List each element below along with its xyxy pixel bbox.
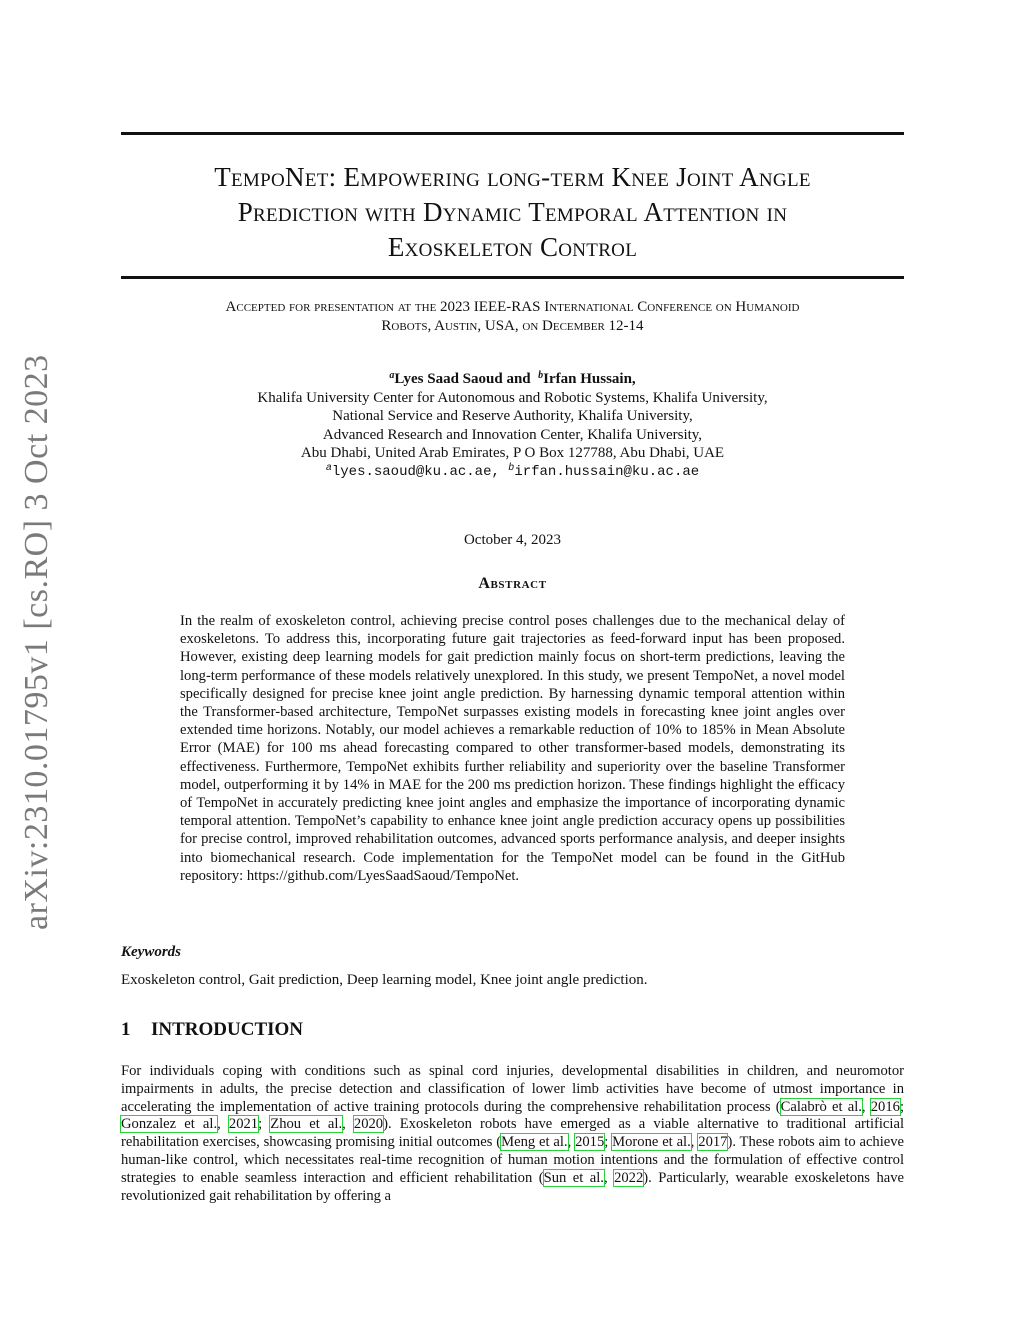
author1-email[interactable]: lyes.saoud@ku.ac.ae, (331, 463, 500, 480)
citation-link[interactable]: 2017 (698, 1134, 728, 1151)
citation-link[interactable]: Calabrò et al. (780, 1098, 862, 1115)
citation-link[interactable]: 2015 (575, 1134, 605, 1151)
citation-separator: , (603, 1169, 615, 1186)
paper-date: October 4, 2023 (463, 532, 562, 548)
intro-text: For individuals coping with conditions such as spinal cord injuries, developmental disabilities in children, and neuromotor impairments in adults, the precise detection and classification of lower limb activities have become of utmost importance in accelerating the implementation of active training protocols during the comprehensive rehabilitation process ( (121, 1063, 904, 1115)
citation-separator: , (690, 1134, 699, 1151)
title-line: Exoskeleton Control (387, 232, 638, 262)
citation-separator: ; (258, 1116, 271, 1133)
keywords-heading: Keywords (121, 944, 181, 960)
title-bottom-rule (121, 276, 904, 279)
acceptance-line: Accepted for presentation at the 2023 IEEE-RAS International Conference on Humanoid (225, 299, 800, 315)
citation-link[interactable]: Morone et al. (612, 1134, 691, 1151)
intro-text: ). These robots aim to achieve human-like control, which necessitates real-time recognition of human motion intentions and the formulation of effective control strategies to enable seamless interaction and efficient rehabilitation ( (121, 1134, 905, 1186)
citation-separator: , (567, 1134, 576, 1151)
affiliation-line: Advanced Research and Innovation Center, Khalifa University, (322, 426, 703, 443)
citation-link[interactable]: 2021 (228, 1116, 259, 1133)
citation-separator: , (861, 1098, 871, 1115)
citation-link[interactable]: Sun et al. (543, 1169, 604, 1186)
author1-superscript: a (389, 370, 395, 381)
keywords-list: Exoskeleton control, Gait prediction, Deep learning model, Knee joint angle prediction. (121, 972, 648, 988)
email2-superscript: b (508, 462, 515, 474)
section-heading-introduction (121, 1019, 303, 1041)
citation-separator: ; (604, 1134, 613, 1151)
acceptance-line: Robots, Austin, USA, on December 12-14 (381, 318, 644, 334)
citation-separator: , (217, 1116, 229, 1133)
introduction-paragraph (121, 1063, 904, 1205)
paper-title (121, 160, 904, 265)
author-emails (121, 463, 904, 482)
arxiv-identifier-stamp: arXiv:2310.01795v1 [cs.RO] 3 Oct 2023 (18, 354, 55, 930)
intro-text: ). Particularly, wearable exoskeletons have revolutionized gait rehabilitation by offering a (121, 1169, 904, 1204)
citation-link[interactable]: 2016 (870, 1098, 900, 1115)
author-block (121, 370, 904, 481)
author1-name: Lyes Saad Saoud (394, 371, 503, 387)
affiliation-line: Khalifa University Center for Autonomous and Robotic Systems, Khalifa University, (257, 389, 768, 406)
title-line: Prediction with Dynamic Temporal Attention in (237, 197, 788, 227)
affiliation-line: Abu Dhabi, United Arab Emirates, P O Box 127788, Abu Dhabi, UAE (300, 445, 725, 461)
author-conjunction: and (506, 371, 531, 387)
citation-link[interactable]: Meng et al. (501, 1134, 568, 1151)
citation-separator: ; (899, 1098, 904, 1115)
author2-email[interactable]: irfan.hussain@ku.ac.ae (514, 463, 700, 480)
intro-text: ). Exoskeleton robots have emerged as a viable alternative to traditional artificial rehabilitation exercises, showcasing promising initial outcomes ( (121, 1116, 904, 1151)
affiliation-line: National Service and Reserve Authority, Khalifa University, (332, 408, 693, 424)
section-number: 1 (121, 1019, 131, 1040)
citation-link[interactable]: 2022 (614, 1169, 644, 1186)
acceptance-note (121, 298, 904, 336)
citation-link[interactable]: Zhou et al. (270, 1116, 343, 1133)
abstract-heading: Abstract (478, 575, 547, 592)
citation-separator: , (342, 1116, 354, 1133)
email1-superscript: a (325, 462, 332, 474)
title-line: TempoNet: Empowering long-term Knee Joint Angle (214, 162, 811, 192)
abstract-body: In the realm of exoskeleton control, achieving precise control poses challenges due to the mechanical delay of exoskeletons. To address this, incorporating future gait trajectories as feed-forward input has been proposed. However, existing deep learning models for gait prediction mainly focus on short-term predictions, leaving the long-term performance of these models relatively unexplored. In this study, we present TempoNet, a novel model specifically designed for precise knee joint angle prediction. By harnessing dynamic temporal attention within the Transformer-based architecture, TempoNet surpasses existing models in forecasting knee joint angles over extended time horizons. Notably, our model achieves a remarkable reduction of 10% to 185% in Mean Absolute Error (MAE) for 100 ms ahead forecasting compared to other transformer-based models, demonstrating its effectiveness. Furthermore, TempoNet exhibits further reliability and superiority over the baseline Transformer model, outperforming it by 14% in MAE for the 200 ms prediction horizon. These findings highlight the efficacy of TempoNet in accurately predicting knee joint angles and emphasize the importance of incorporating dynamic temporal attention. TempoNet’s capability to enhance knee joint angle prediction accuracy opens up possibilities for precise control, improved rehabilitation outcomes, advanced sports performance analysis, and deeper insights into biomechanical research. Code implementation for the TempoNet model can be found in the GitHub repository: https://github.com/LyesSaadSaoud/TempoNet. (180, 613, 845, 884)
citation-link[interactable]: 2020 (353, 1116, 384, 1133)
citation-link[interactable]: Gonzalez et al. (121, 1116, 218, 1133)
author2-name: Irfan Hussain, (543, 371, 636, 387)
section-title: INTRODUCTION (151, 1019, 304, 1040)
title-top-rule (121, 132, 904, 135)
author-names (121, 370, 904, 389)
author2-superscript: b (538, 370, 544, 381)
